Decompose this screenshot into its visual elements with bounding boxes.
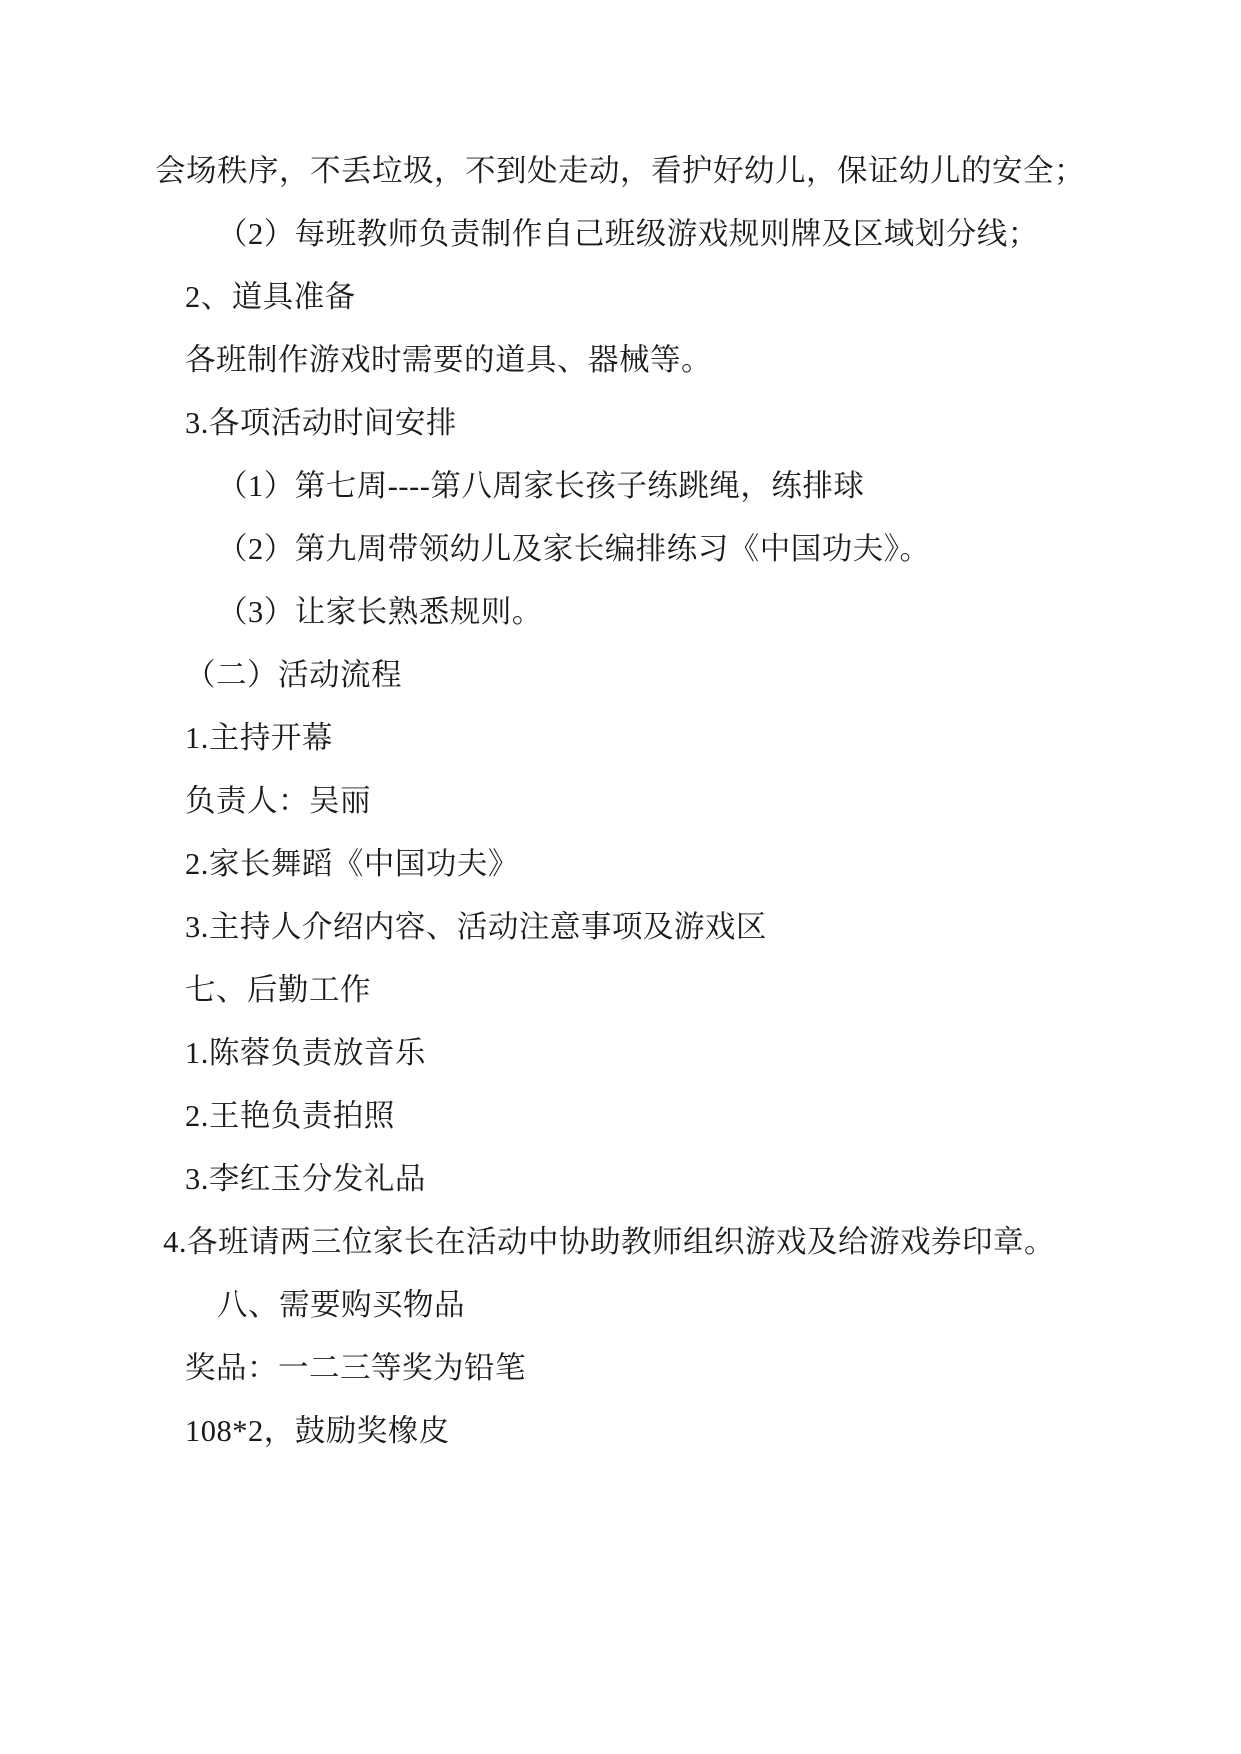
paragraph: 负责人：吴丽	[185, 784, 371, 818]
paragraph: （2）第九周带领幼儿及家长编排练习《中国功夫》。	[217, 532, 931, 566]
paragraph: （2）每班教师负责制作自己班级游戏规则牌及区域划分线；	[217, 217, 1039, 251]
paragraph-heading: 2、道具准备	[185, 280, 356, 314]
paragraph: 4.各班请两三位家长在活动中协助教师组织游戏及给游戏券印章。	[155, 1225, 1055, 1259]
paragraph: 2.王艳负责拍照	[185, 1099, 395, 1133]
paragraph: 3.主持人介绍内容、活动注意事项及游戏区	[185, 910, 767, 944]
paragraph: 1.陈蓉负责放音乐	[185, 1036, 426, 1070]
paragraph: 108*2，鼓励奖橡皮	[185, 1414, 450, 1448]
paragraph-heading: （二）活动流程	[185, 658, 402, 692]
paragraph: 奖品：一二三等奖为铅笔	[185, 1351, 526, 1385]
paragraph-heading: 七、后勤工作	[185, 973, 371, 1007]
paragraph: 2.家长舞蹈《中国功夫》	[185, 847, 519, 881]
paragraph-heading: 八、需要购买物品	[217, 1288, 465, 1322]
paragraph: 会场秩序，不丢垃圾，不到处走动，看护好幼儿，保证幼儿的安全；	[155, 154, 1085, 188]
paragraph: 各班制作游戏时需要的道具、器械等。	[185, 343, 712, 377]
paragraph-heading: 3.各项活动时间安排	[185, 406, 457, 440]
paragraph: 3.李红玉分发礼品	[185, 1162, 426, 1196]
paragraph: （1）第七周----第八周家长孩子练跳绳，练排球	[217, 469, 865, 503]
paragraph: 1.主持开幕	[185, 721, 333, 755]
document-body	[155, 140, 1086, 1463]
paragraph: （3）让家长熟悉规则。	[217, 595, 543, 629]
